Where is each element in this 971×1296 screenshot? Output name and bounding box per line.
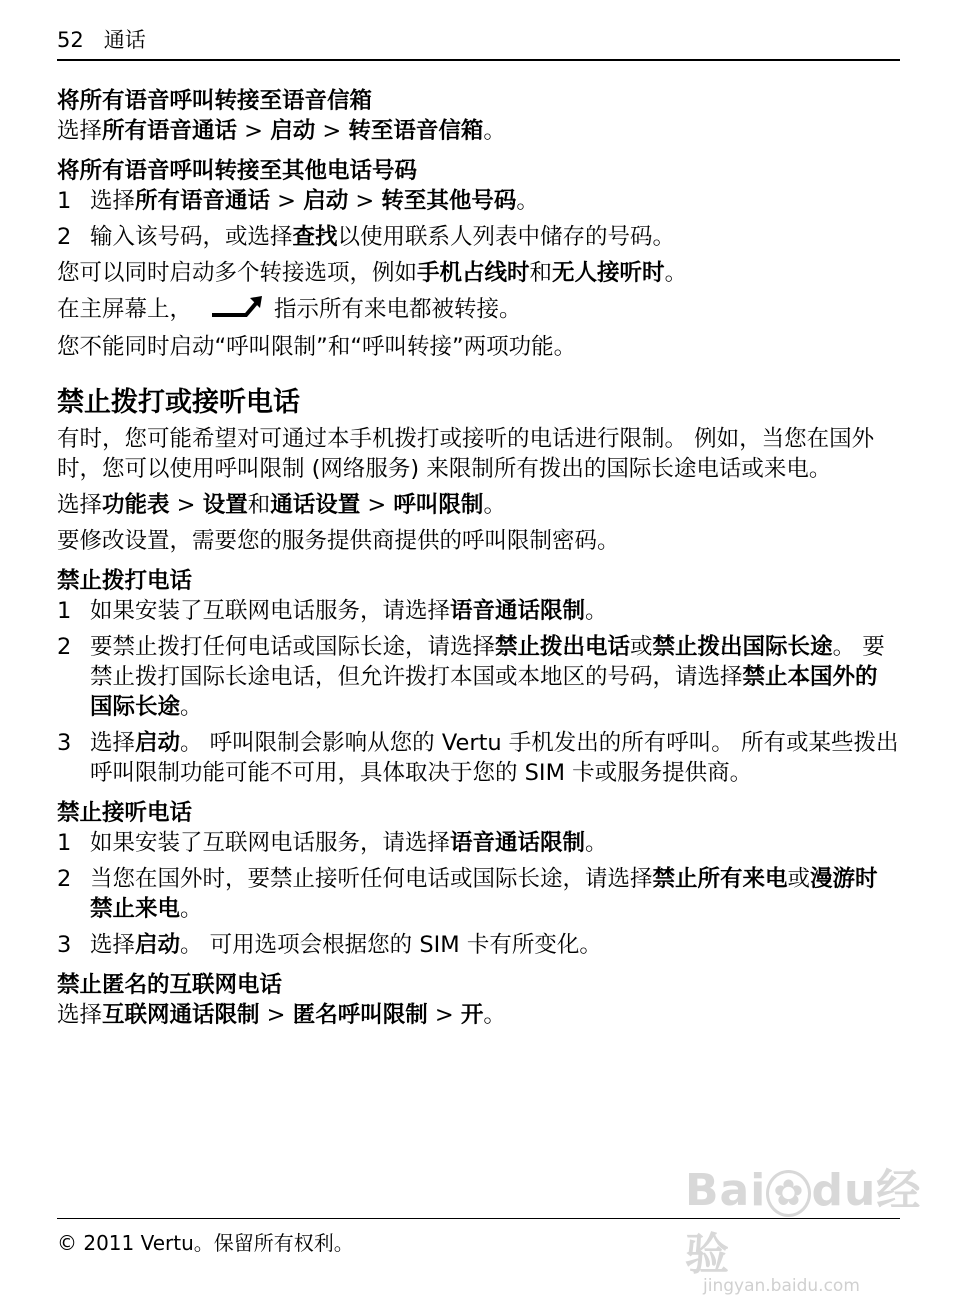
- paragraph: 选择互联网通话限制 > 匿名呼叫限制 > 开。: [57, 1002, 506, 1028]
- paragraph: 您不能同时启动“呼叫限制”和“呼叫转接”两项功能。: [57, 334, 577, 360]
- heading-call-barring: 禁止拨打或接听电话: [57, 387, 300, 418]
- watermark-url: jingyan.baidu.com: [703, 1276, 860, 1296]
- list-item: 3 选择启动。 呼叫限制会影响从您的 Vertu 手机发出的所有呼叫。 所有或某些拨出呼叫限制功能可能不可用，具体取决于您的 SIM 卡或服务提供商。: [57, 730, 899, 786]
- section-title: 通话: [103, 28, 146, 52]
- paragraph: 在主屏幕上， 指示所有来电都被转接。: [57, 294, 900, 326]
- footer-divider: [57, 1218, 900, 1219]
- paragraph: 有时，您可能希望对可通过本手机拨打或接听的电话进行限制。 例如，当您在国外时，您可以使用呼叫限制 (网络服务) 来限制所有拨出的国际长途电话或来电。: [57, 426, 875, 482]
- page-number: 52: [57, 28, 84, 52]
- list-item: 1 如果安装了互联网电话服务，请选择语音通话限制。: [57, 598, 608, 624]
- baidu-logo: Bai ✿ du经验: [685, 1165, 922, 1280]
- heading-divert-to-voicemail: 将所有语音呼叫转接至语音信箱: [57, 88, 373, 114]
- paragraph: 选择功能表 > 设置和通话设置 > 呼叫限制。: [57, 492, 506, 518]
- page-header: [57, 24, 146, 54]
- baidu-watermark: [685, 1154, 925, 1296]
- list-item: 3 选择启动。 可用选项会根据您的 SIM 卡有所变化。: [57, 932, 602, 958]
- paragraph: 要修改设置，需要您的服务提供商提供的呼叫限制密码。: [57, 528, 620, 554]
- heading-bar-incoming: 禁止接听电话: [57, 800, 193, 826]
- page-content: [57, 80, 900, 1030]
- paw-icon: ✿: [766, 1170, 811, 1217]
- header-divider: [57, 59, 900, 61]
- list-item: 2 当您在国外时，要禁止接听任何电话或国际长途，请选择禁止所有来电或漫游时禁止来电。: [57, 866, 878, 922]
- list-item: 2 输入该号码，或选择查找以使用联系人列表中储存的号码。: [57, 224, 676, 250]
- heading-bar-outgoing: 禁止拨打电话: [57, 568, 193, 594]
- copyright: © 2011 Vertu。保留所有权利。: [57, 1231, 354, 1255]
- list-item: 1 如果安装了互联网电话服务，请选择语音通话限制。: [57, 830, 608, 856]
- heading-divert-to-number: 将所有语音呼叫转接至其他电话号码: [57, 158, 418, 184]
- call-divert-arrow-icon: [210, 294, 264, 326]
- paragraph: 您可以同时启动多个转接选项，例如手机占线时和无人接听时。: [57, 260, 688, 286]
- heading-bar-anonymous: 禁止匿名的互联网电话: [57, 972, 283, 998]
- list-item: 2 要禁止拨打任何电话或国际长途，请选择禁止拨出电话或禁止拨出国际长途。 要禁止拨打国际长途电话，但允许拨打本国或本地区的号码，请选择禁止本国外的国际长途。: [57, 634, 885, 720]
- list-item: 1 选择所有语音通话 > 启动 > 转至其他号码。: [57, 188, 539, 214]
- paragraph: 选择所有语音通话 > 启动 > 转至语音信箱。: [57, 118, 506, 144]
